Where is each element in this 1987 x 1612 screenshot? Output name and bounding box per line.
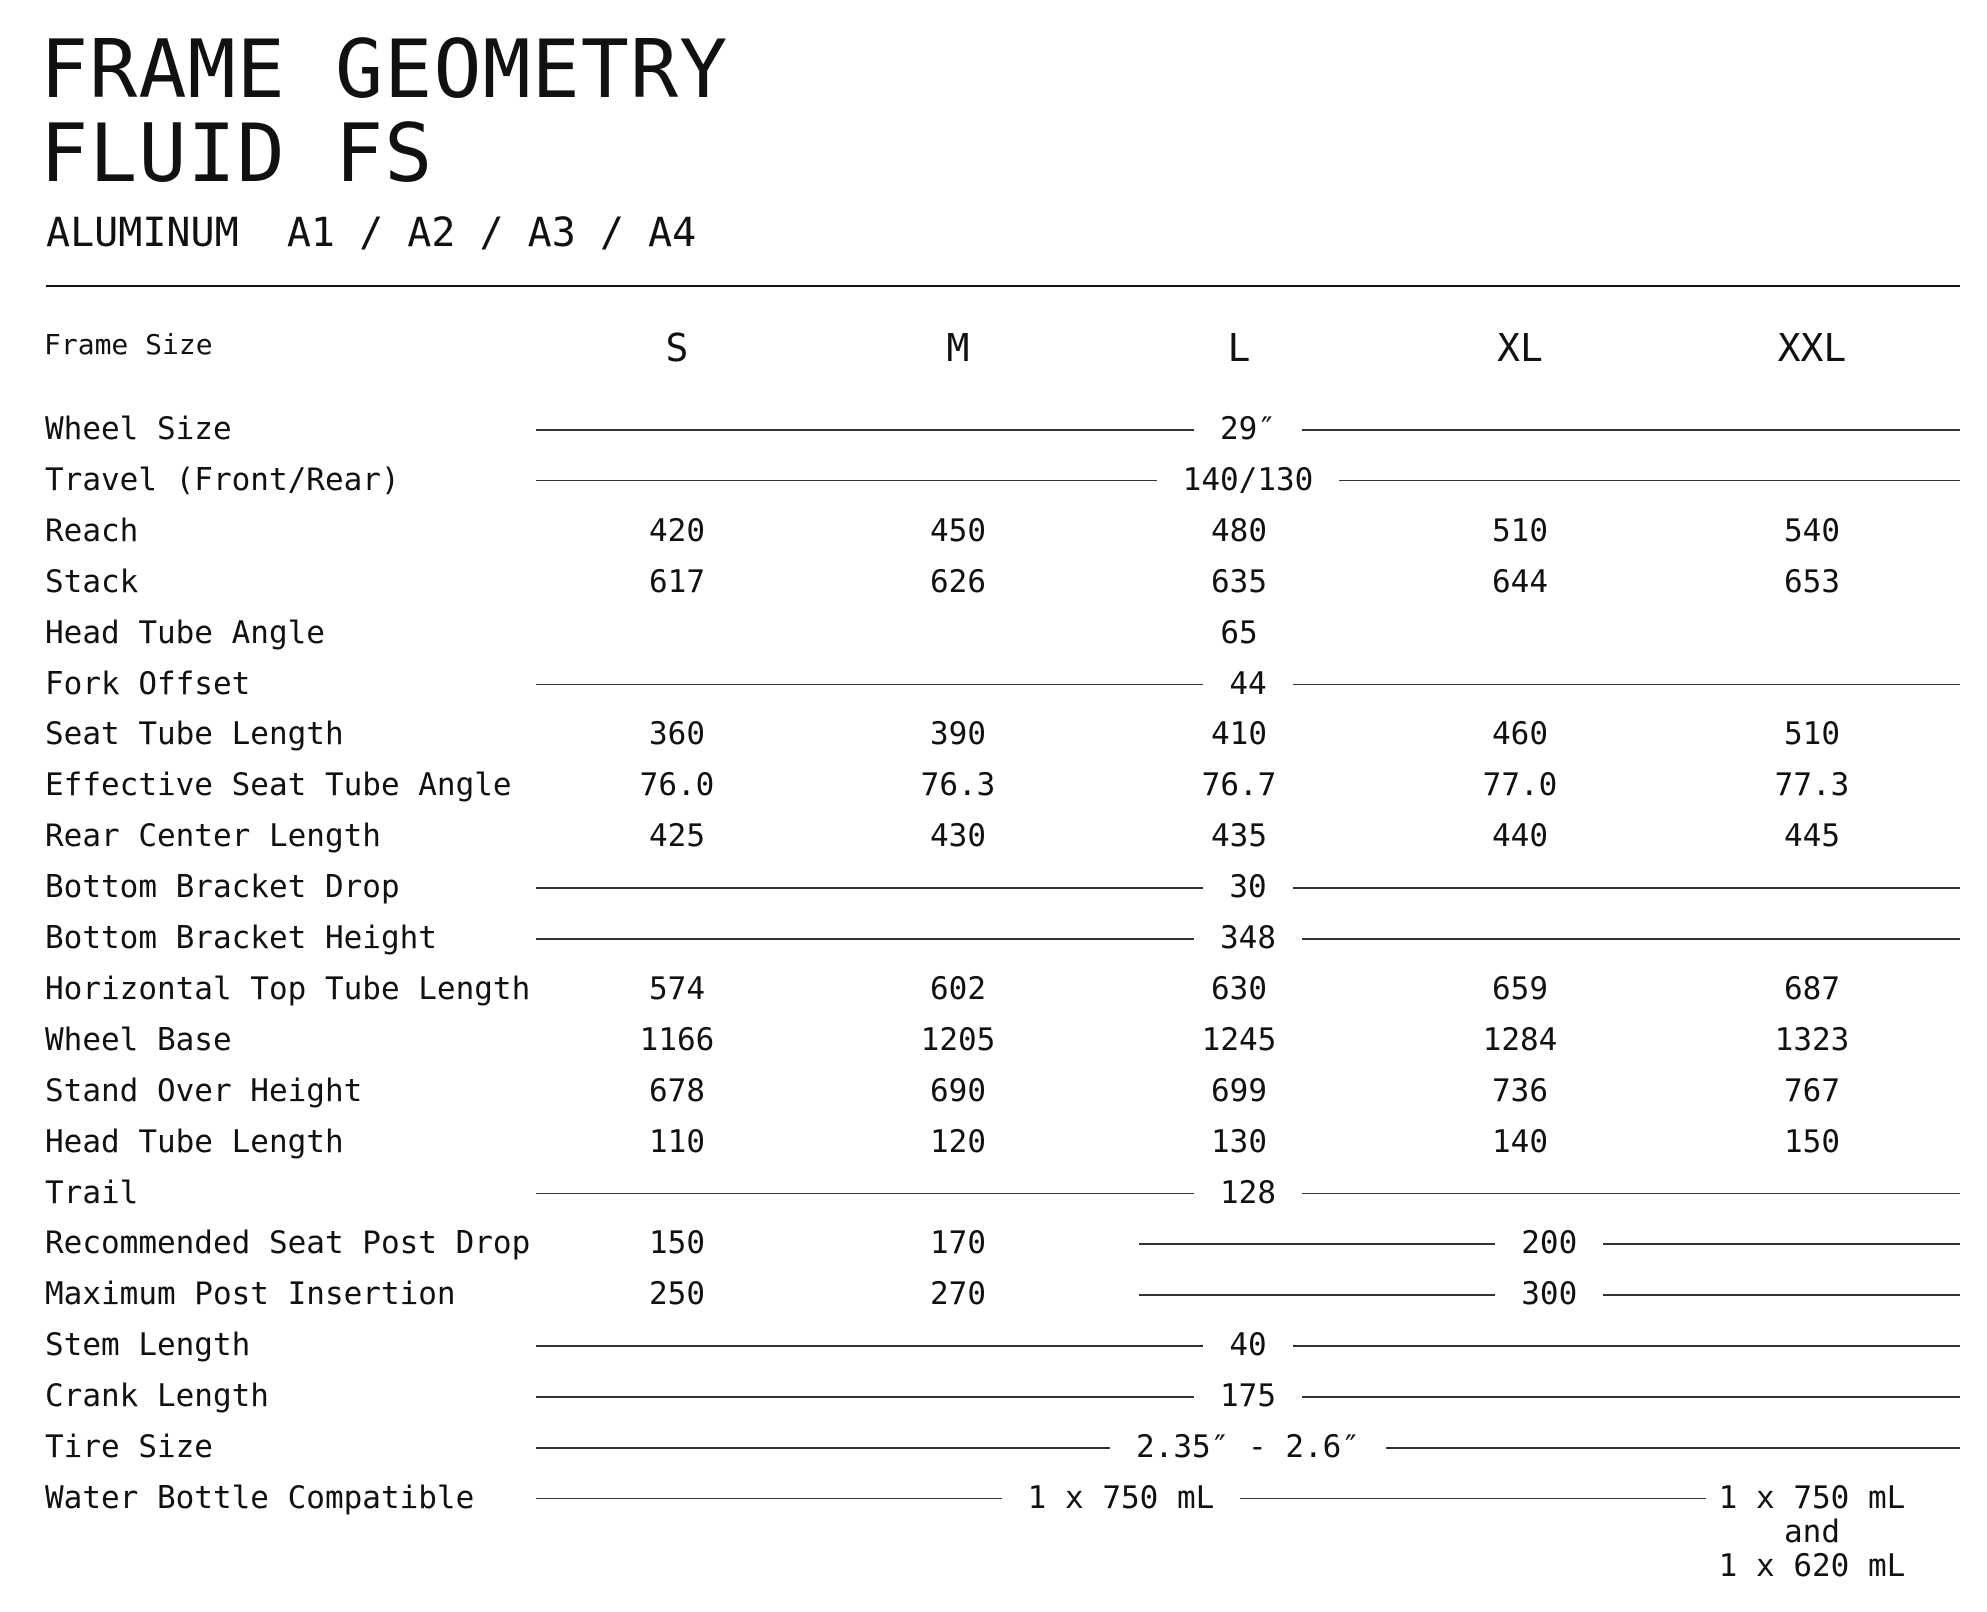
- span-line: [536, 938, 1194, 940]
- row-label: Stand Over Height: [45, 1072, 363, 1109]
- table-row: [0, 1320, 1987, 1370]
- value-cell: 699: [1211, 1072, 1267, 1109]
- value-cell: 617: [649, 563, 705, 600]
- value-cell: 480: [1211, 512, 1267, 549]
- value-cell: 767: [1784, 1072, 1840, 1109]
- value-cell: 460: [1492, 716, 1548, 753]
- span-line: [1302, 938, 1960, 940]
- span-line: [1339, 480, 1960, 482]
- table-row: [0, 1066, 1987, 1116]
- row-label: Horizontal Top Tube Length: [45, 970, 531, 1007]
- value-cell: 120: [930, 1123, 986, 1160]
- span-value: 30: [1229, 869, 1267, 906]
- value-cell: 678: [649, 1072, 705, 1109]
- value-cell: 602: [930, 970, 986, 1007]
- table-row: [0, 404, 1987, 454]
- value-cell: 540: [1784, 512, 1840, 549]
- row-label: Rear Center Length: [45, 818, 381, 855]
- table-row: [0, 1371, 1987, 1421]
- span-line: [1603, 1294, 1960, 1296]
- value-cell: 76.7: [1201, 767, 1277, 804]
- row-label: Water Bottle Compatible: [45, 1479, 475, 1516]
- table-row: [0, 557, 1987, 607]
- value-cell: 653: [1784, 563, 1840, 600]
- row-label: Wheel Size: [45, 411, 232, 447]
- span-value: 1 x 750 mL and 1 x 620 mL: [1718, 1479, 1906, 1584]
- span-line: [1240, 1498, 1706, 1500]
- title-line-1: FRAME GEOMETRY: [40, 23, 729, 116]
- span-line: [1302, 1396, 1960, 1398]
- header-divider: [46, 285, 1960, 287]
- table-row: [0, 455, 1987, 505]
- row-label: Trail: [45, 1174, 139, 1211]
- span-line: [536, 429, 1194, 431]
- span-line: [536, 684, 1203, 686]
- span-value: 29″: [1220, 411, 1276, 447]
- row-label: Stack: [45, 563, 139, 600]
- value-cell: 250: [649, 1276, 705, 1313]
- value-cell: 659: [1492, 970, 1548, 1007]
- span-line: [1293, 684, 1960, 686]
- row-label: Maximum Post Insertion: [45, 1276, 456, 1313]
- span-value: 200: [1521, 1225, 1578, 1262]
- value-cell: 1323: [1774, 1021, 1850, 1058]
- value-cell: 76.3: [920, 767, 996, 804]
- table-row: [0, 1015, 1987, 1065]
- span-line: [1603, 1243, 1960, 1245]
- value-cell: 450: [930, 512, 986, 549]
- span-value: 128: [1220, 1174, 1276, 1211]
- row-label: Stem Length: [45, 1327, 251, 1364]
- value-cell: 150: [649, 1225, 705, 1262]
- row-label: Tire Size: [45, 1429, 213, 1465]
- value-cell: 420: [649, 512, 705, 549]
- row-label: Recommended Seat Post Drop: [45, 1225, 531, 1262]
- span-value: 44: [1229, 665, 1267, 702]
- material-subtitle: ALUMINUM A1 / A2 / A3 / A4: [46, 210, 697, 256]
- span-line: [536, 480, 1157, 482]
- value-cell: 630: [1211, 970, 1267, 1007]
- frame-size-xxl: XXL: [1777, 326, 1847, 370]
- row-label: Head Tube Angle: [45, 614, 325, 651]
- row-label: Effective Seat Tube Angle: [45, 767, 512, 804]
- span-value: 1 x 750 mL: [1027, 1479, 1215, 1516]
- row-label: Bottom Bracket Height: [45, 920, 437, 956]
- table-row: [0, 608, 1987, 658]
- frame-size-s: S: [665, 326, 689, 370]
- value-cell: 440: [1492, 818, 1548, 855]
- table-row: [0, 1117, 1987, 1167]
- value-cell: 360: [649, 716, 705, 753]
- value-cell: 150: [1784, 1123, 1840, 1160]
- table-row: [0, 811, 1987, 861]
- table-row: [0, 1168, 1987, 1218]
- value-cell: 170: [930, 1225, 986, 1262]
- value-cell: 140: [1492, 1123, 1548, 1160]
- span-line: [1139, 1294, 1496, 1296]
- value-cell: 77.3: [1774, 767, 1850, 804]
- row-label: Bottom Bracket Drop: [45, 869, 400, 906]
- value-cell: 1245: [1201, 1021, 1277, 1058]
- frame-size-header-label: Frame Size: [44, 328, 213, 361]
- table-row: [0, 913, 1987, 963]
- table-row: [0, 506, 1987, 556]
- value-cell: 445: [1784, 818, 1840, 855]
- value-cell: 425: [649, 818, 705, 855]
- value-cell: 635: [1211, 563, 1267, 600]
- value-cell: 110: [649, 1123, 705, 1160]
- span-line: [1302, 1193, 1960, 1195]
- value-cell: 644: [1492, 563, 1548, 600]
- table-row: [0, 862, 1987, 912]
- frame-size-m: M: [946, 326, 970, 370]
- span-line: [1386, 1447, 1960, 1449]
- span-line: [1293, 887, 1960, 889]
- table-row: [0, 1422, 1987, 1472]
- row-label: Travel (Front/Rear): [45, 461, 400, 498]
- frame-size-l: L: [1227, 326, 1251, 370]
- value-cell: 410: [1211, 716, 1267, 753]
- table-row: [0, 709, 1987, 759]
- table-row: [0, 1473, 1987, 1584]
- span-line: [1293, 1345, 1960, 1347]
- value-cell: 77.0: [1482, 767, 1558, 804]
- value-cell: 390: [930, 716, 986, 753]
- value-cell: 510: [1784, 716, 1840, 753]
- value-cell: 510: [1492, 512, 1548, 549]
- title-line-2: FLUID FS: [40, 107, 434, 200]
- span-line: [536, 1193, 1194, 1195]
- value-cell: 430: [930, 818, 986, 855]
- span-value: 175: [1220, 1378, 1276, 1415]
- table-row: [0, 659, 1987, 709]
- span-value: 40: [1229, 1327, 1267, 1364]
- value-cell: 574: [649, 970, 705, 1007]
- row-label: Crank Length: [45, 1378, 269, 1415]
- span-value: 65: [1220, 614, 1258, 651]
- value-cell: 76.0: [639, 767, 715, 804]
- table-row: [0, 964, 1987, 1014]
- value-cell: 270: [930, 1276, 986, 1313]
- span-value: 140/130: [1182, 461, 1314, 498]
- value-cell: 1166: [639, 1021, 715, 1058]
- span-line: [1302, 429, 1960, 431]
- span-line: [536, 887, 1203, 889]
- value-cell: 690: [930, 1072, 986, 1109]
- span-line: [536, 1498, 1002, 1500]
- value-cell: 626: [930, 563, 986, 600]
- span-line: [1139, 1243, 1496, 1245]
- row-label: Head Tube Length: [45, 1123, 344, 1160]
- span-value: 348: [1220, 920, 1276, 956]
- value-cell: 435: [1211, 818, 1267, 855]
- span-line: [536, 1396, 1194, 1398]
- table-row: [0, 760, 1987, 810]
- row-label: Wheel Base: [45, 1021, 232, 1058]
- row-label: Fork Offset: [45, 665, 251, 702]
- value-cell: 687: [1784, 970, 1840, 1007]
- value-cell: 1205: [920, 1021, 996, 1058]
- frame-size-xl: XL: [1497, 326, 1543, 370]
- table-row: [0, 1269, 1987, 1319]
- page-title: [40, 23, 729, 200]
- row-label: Reach: [45, 512, 139, 549]
- table-row: [0, 1218, 1987, 1268]
- value-cell: 736: [1492, 1072, 1548, 1109]
- span-line: [536, 1345, 1203, 1347]
- value-cell: 130: [1211, 1123, 1267, 1160]
- span-line: [536, 1447, 1110, 1449]
- value-cell: 1284: [1482, 1021, 1558, 1058]
- span-value: 2.35″ - 2.6″: [1136, 1429, 1360, 1465]
- row-label: Seat Tube Length: [45, 716, 344, 753]
- span-value: 300: [1521, 1276, 1578, 1313]
